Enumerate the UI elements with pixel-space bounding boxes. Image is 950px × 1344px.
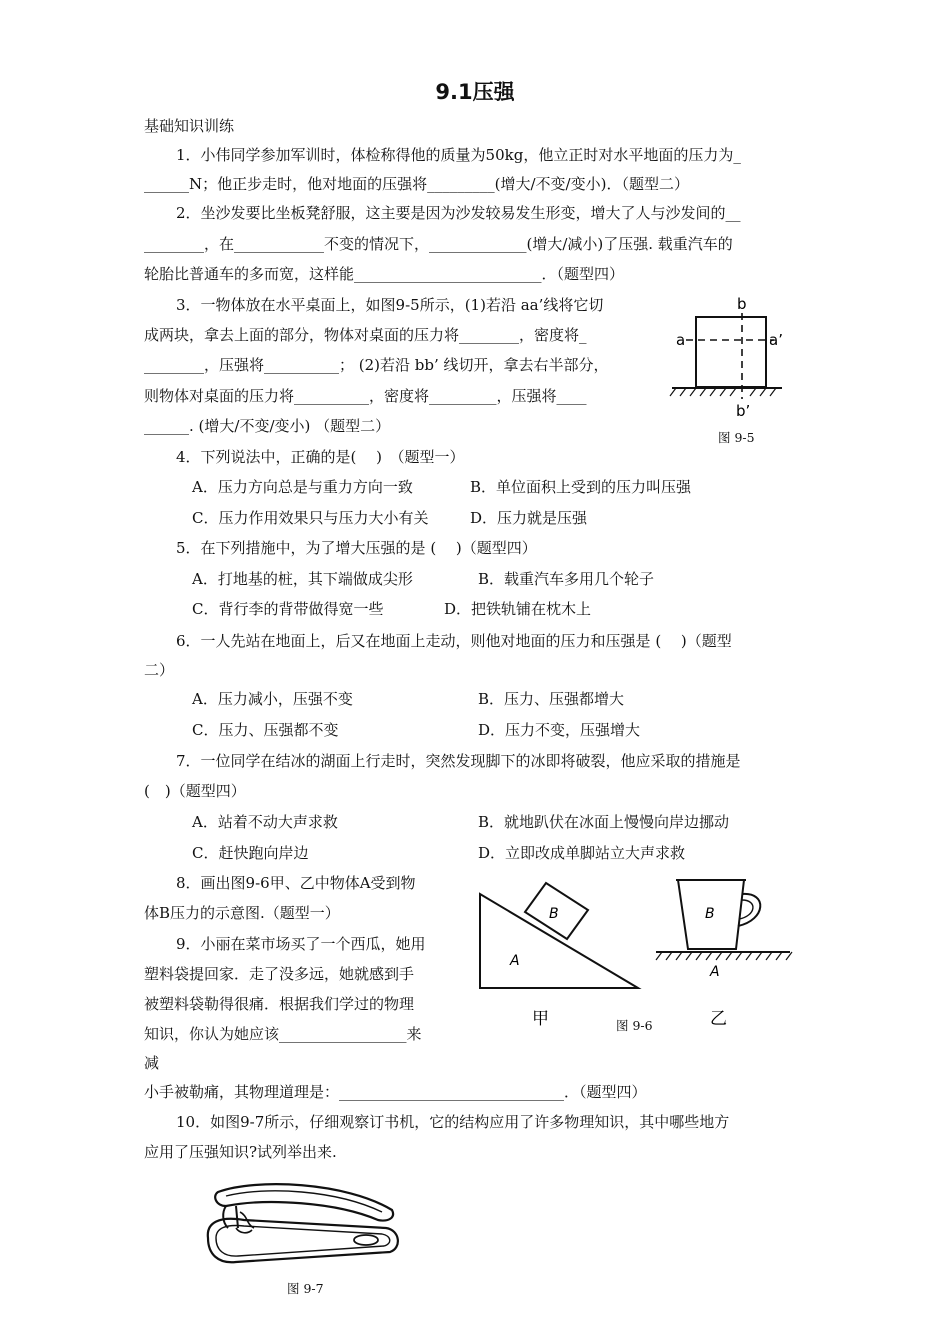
fig96-jia-label-b: B bbox=[549, 906, 559, 922]
q9-line-4: 知识，你认为她应该_________________来 bbox=[144, 1025, 422, 1043]
q4-option-b: B．单位面积上受到的压力叫压强 bbox=[470, 478, 692, 496]
q3-line-1: 3．一物体放在水平桌面上，如图9-5所示，(1)若沿 aa’线将它切 bbox=[176, 296, 604, 314]
figure-9-6-jia bbox=[470, 878, 650, 1028]
figure-9-6-yi bbox=[650, 870, 800, 1030]
stapler-hinge bbox=[223, 1206, 238, 1228]
figure-9-5 bbox=[660, 295, 790, 425]
q4-option-c: C．压力作用效果只与压力大小有关 bbox=[192, 509, 429, 527]
q7-option-a: A．站着不动大声求救 bbox=[192, 813, 338, 831]
q1-line-1: 1．小伟同学参加军训时，体检称得他的质量为50kg，他立正时对水平地面的压力为_ bbox=[176, 146, 741, 164]
fig96-jia-label: 甲 bbox=[532, 1009, 549, 1029]
q6-line-1: 6．一人先站在地面上，后又在地面上走动，则他对地面的压力和压强是 ( )（题型 bbox=[176, 632, 732, 650]
q9-line-6: 小手被勒痛，其物理道理是：______________________________．（题型四） bbox=[144, 1083, 647, 1101]
q3-line-3: ________，压强将__________； (2)若沿 bb’ 线切开，拿去右半部分， bbox=[144, 356, 609, 374]
q10-line-1: 10．如图9-7所示，仔细观察订书机，它的结构应用了许多物理知识，其中哪些地方 bbox=[176, 1113, 730, 1131]
q8-line-1: 8．画出图9-6甲、乙中物体A受到物 bbox=[176, 874, 416, 892]
q7-option-d: D．立即改成单脚站立大声求救 bbox=[478, 844, 686, 862]
q3-line-2: 成两块，拿去上面的部分，物体对桌面的压力将________，密度将_ bbox=[144, 326, 587, 344]
section-heading: 基础知识训练 bbox=[144, 117, 235, 135]
q5-option-b: B．载重汽车多用几个轮子 bbox=[478, 570, 655, 588]
q5-option-c: C．背行李的背带做得宽一些 bbox=[192, 600, 384, 618]
fig95-caption: 图 9-5 bbox=[718, 430, 755, 445]
fig95-label-b-prime: b’ bbox=[736, 402, 751, 420]
stapler-pivot bbox=[236, 1228, 252, 1233]
fig95-hatch bbox=[670, 388, 776, 396]
q7-line-1: 7．一位同学在结冰的湖面上行走时，突然发现脚下的冰即将破裂，他应采取的措施是 bbox=[176, 752, 741, 770]
q7-option-c: C．赶快跑向岸边 bbox=[192, 844, 309, 862]
fig95-block bbox=[696, 317, 766, 387]
q1-line-2: ______N；他正步走时，他对地面的压强将_________(增大/不变/变小)．（题型二） bbox=[144, 175, 689, 193]
stapler-anvil bbox=[354, 1235, 378, 1245]
fig96-incline-a bbox=[480, 894, 638, 988]
stapler-top-arm-inner bbox=[226, 1191, 382, 1212]
fig95-label-a-prime: a’ bbox=[769, 331, 783, 349]
q7-line-2: ( )（题型四） bbox=[144, 782, 246, 800]
q2-line-3: 轮胎比普通车的多而宽，这样能_________________________．（题型四） bbox=[144, 265, 625, 283]
q9-line-5: 减 bbox=[144, 1054, 160, 1072]
fig96-yi-label: 乙 bbox=[710, 1009, 727, 1029]
figure-9-7-stapler bbox=[196, 1172, 406, 1282]
q2-line-2: ________，在____________不变的情况下，_____________(增大/减小)了压强. 载重汽车的 bbox=[144, 235, 733, 253]
q5-stem: 5．在下列措施中，为了增大压强的是 ( )（题型四） bbox=[176, 539, 537, 557]
q6-option-b: B．压力、压强都增大 bbox=[478, 690, 625, 708]
q3-line-5: ______. (增大/不变/变小) （题型二） bbox=[144, 417, 391, 435]
fig96-yi-label-a: A bbox=[710, 964, 720, 980]
fig97-caption: 图 9-7 bbox=[287, 1281, 324, 1296]
q4-option-d: D．压力就是压强 bbox=[470, 509, 588, 527]
fig96-caption: 图 9-6 bbox=[616, 1018, 653, 1033]
q10-line-2: 应用了压强知识?试列举出来. bbox=[144, 1143, 337, 1161]
q6-option-d: D．压力不变，压强增大 bbox=[478, 721, 641, 739]
stapler-base-inner bbox=[216, 1226, 390, 1257]
q4-option-a: A．压力方向总是与重力方向一致 bbox=[192, 478, 413, 496]
q8-line-2: 体B压力的示意图.（题型一） bbox=[144, 904, 340, 922]
fig95-label-b: b bbox=[737, 295, 747, 313]
fig95-label-a: a bbox=[676, 331, 686, 349]
q9-line-3: 被塑料袋勒得很痛．根据我们学过的物理 bbox=[144, 995, 415, 1013]
stapler-top-arm bbox=[215, 1184, 393, 1220]
fig96-yi-label-b: B bbox=[705, 906, 715, 922]
q7-option-b: B．就地趴伏在冰面上慢慢向岸边挪动 bbox=[478, 813, 730, 831]
q5-option-a: A．打地基的桩，其下端做成尖形 bbox=[192, 570, 413, 588]
q2-line-1: 2．坐沙发要比坐板凳舒服，这主要是因为沙发较易发生形变，增大了人与沙发间的__ bbox=[176, 204, 741, 222]
q6-line-2: 二） bbox=[144, 661, 175, 679]
fig96-table-hatch bbox=[656, 952, 792, 960]
q6-option-a: A．压力减小，压强不变 bbox=[192, 690, 353, 708]
q9-line-1: 9．小丽在菜市场买了一个西瓜，她用 bbox=[176, 935, 426, 953]
q6-option-c: C．压力、压强都不变 bbox=[192, 721, 339, 739]
q5-option-d: D．把铁轨铺在枕木上 bbox=[444, 600, 592, 618]
q4-stem: 4．下列说法中，正确的是( ) （题型一） bbox=[176, 448, 465, 466]
page-title: 9.1压强 bbox=[435, 80, 515, 104]
fig96-jia-label-a: A bbox=[510, 953, 520, 969]
q3-line-4: 则物体对桌面的压力将__________，密度将_________，压强将____ bbox=[144, 387, 587, 405]
q9-line-2: 塑料袋提回家．走了没多远，她就感到手 bbox=[144, 965, 415, 983]
